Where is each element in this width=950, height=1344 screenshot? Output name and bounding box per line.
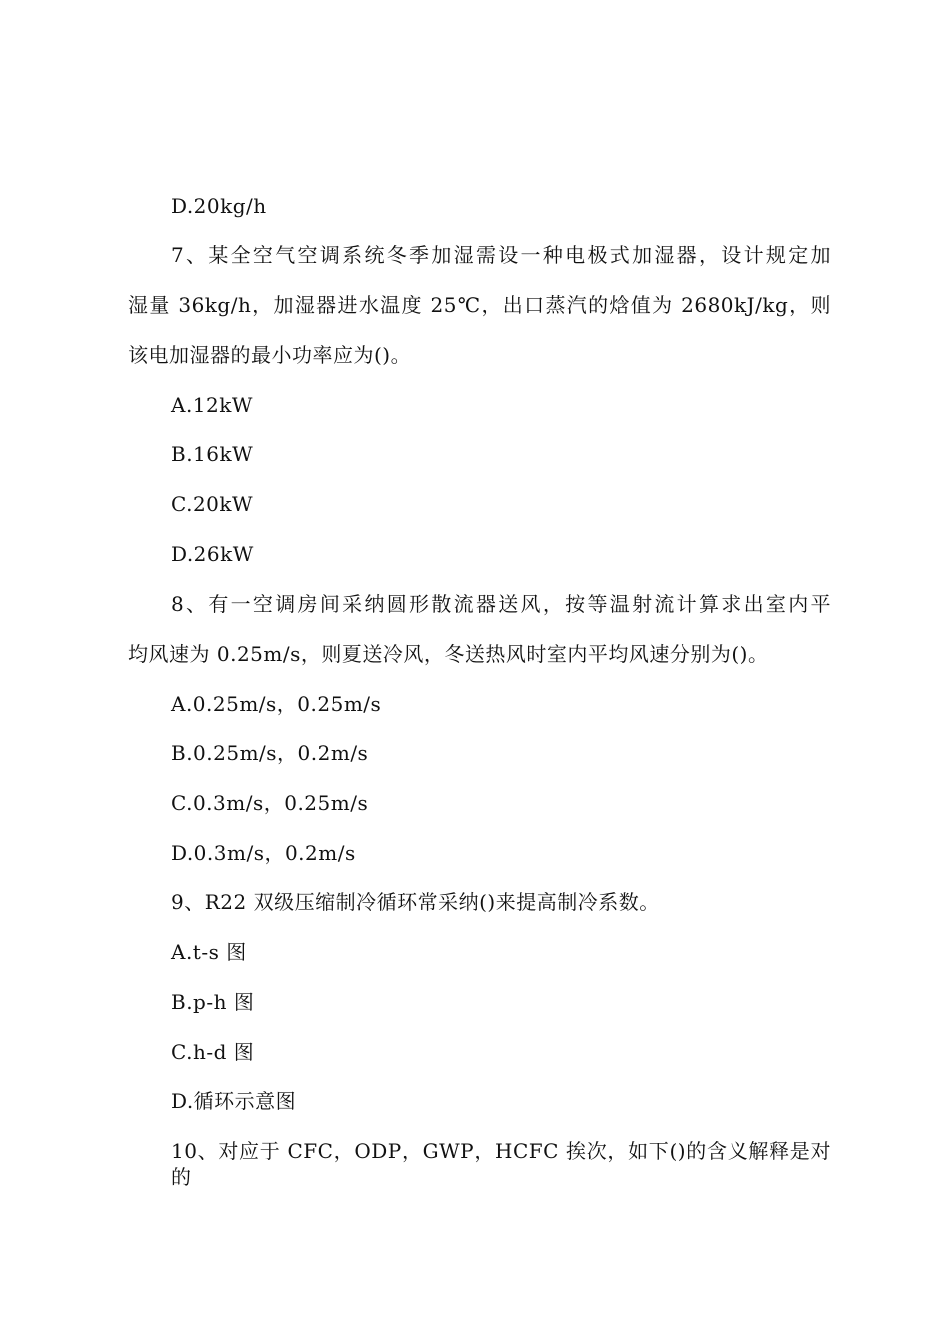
q7-text-line-3: 该电加湿器的最小功率应为()。: [128, 343, 412, 367]
q7-option-b: B.16kW: [171, 442, 254, 466]
q8-text-line-2: 均风速为 0.25m/s，则夏送冷风，冬送热风时室内平均风速分别为()。: [128, 642, 769, 666]
q10-text-line-1: 10、对应于 CFC，ODP，GWP，HCFC 挨次，如下()的含义解释是对的: [171, 1139, 831, 1189]
q9-option-b: B.p-h 图: [171, 990, 255, 1014]
q7-text-line-1: 7、某全空气空调系统冬季加湿需设一种电极式加湿器，设计规定加: [171, 243, 831, 267]
q8-text-line-1: 8、有一空调房间采纳圆形散流器送风，按等温射流计算求出室内平: [171, 592, 831, 616]
q8-option-a: A.0.25m/s，0.25m/s: [171, 692, 382, 716]
q9-option-a: A.t-s 图: [171, 940, 247, 964]
q6-option-d: D.20kg/h: [171, 194, 267, 218]
q7-option-c: C.20kW: [171, 492, 254, 516]
q9-option-d: D.循环示意图: [171, 1089, 297, 1113]
q7-option-d: D.26kW: [171, 542, 254, 566]
q8-option-c: C.0.3m/s，0.25m/s: [171, 791, 369, 815]
q9-text-line-1: 9、R22 双级压缩制冷循环常采纳()来提高制冷系数。: [171, 890, 660, 914]
q9-option-c: C.h-d 图: [171, 1040, 255, 1064]
q8-option-b: B.0.25m/s，0.2m/s: [171, 741, 369, 765]
q8-option-d: D.0.3m/s，0.2m/s: [171, 841, 356, 865]
q7-option-a: A.12kW: [171, 393, 253, 417]
q7-text-line-2: 湿量 36kg/h，加湿器进水温度 25℃，出口蒸汽的焓值为 2680kJ/kg，则: [128, 293, 831, 317]
